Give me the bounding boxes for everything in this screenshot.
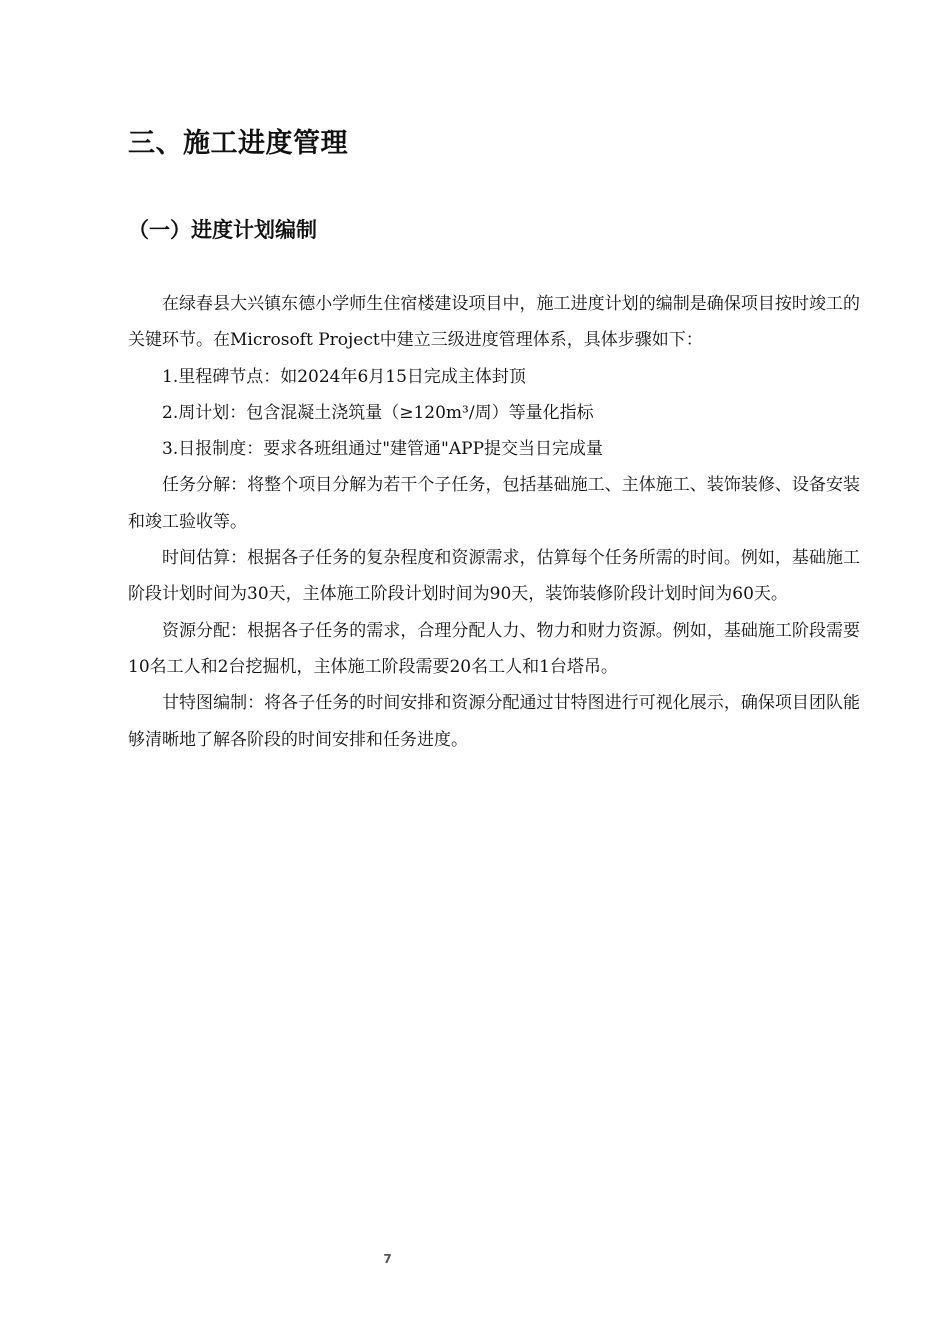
paragraph-gantt-chart: 甘特图编制：将各子任务的时间安排和资源分配通过甘特图进行可视化展示，确保项目团队能够清晰地了解各阶段的时间安排和任务进度。 bbox=[128, 693, 860, 750]
page-number: 7 bbox=[383, 1252, 392, 1266]
paragraph-daily-report: 3.日报制度：要求各班组通过"建管通"APP提交当日完成量 bbox=[162, 439, 604, 460]
paragraph-intro: 在绿春县大兴镇东德小学师生住宿楼建设项目中，施工进度计划的编制是确保项目按时竣工的关键环节。在Microsoft Project中建立三级进度管理体系，具体步骤如下： bbox=[128, 294, 860, 351]
section-heading: 三、施工进度管理 bbox=[128, 128, 348, 159]
paragraph-resource-allocation: 资源分配：根据各子任务的需求，合理分配人力、物力和财力资源。例如，基础施工阶段需要10名工人和2台挖掘机，主体施工阶段需要20名工人和1台塔吊。 bbox=[128, 620, 860, 677]
subsection-heading: （一）进度计划编制 bbox=[128, 218, 317, 242]
paragraph-weekly-plan: 2.周计划：包含混凝土浇筑量（≥120m³/周）等量化指标 bbox=[162, 402, 594, 423]
paragraph-time-estimate: 时间估算：根据各子任务的复杂程度和资源需求，估算每个任务所需的时间。例如，基础施工阶段计划时间为30天，主体施工阶段计划时间为90天，装饰装修阶段计划时间为60天。 bbox=[128, 548, 860, 605]
paragraph-milestone: 1.里程碑节点：如2024年6月15日完成主体封顶 bbox=[162, 366, 526, 387]
body-text bbox=[128, 286, 860, 758]
paragraph-task-breakdown: 任务分解：将整个项目分解为若干个子任务，包括基础施工、主体施工、装饰装修、设备安装和竣工验收等。 bbox=[128, 475, 860, 532]
